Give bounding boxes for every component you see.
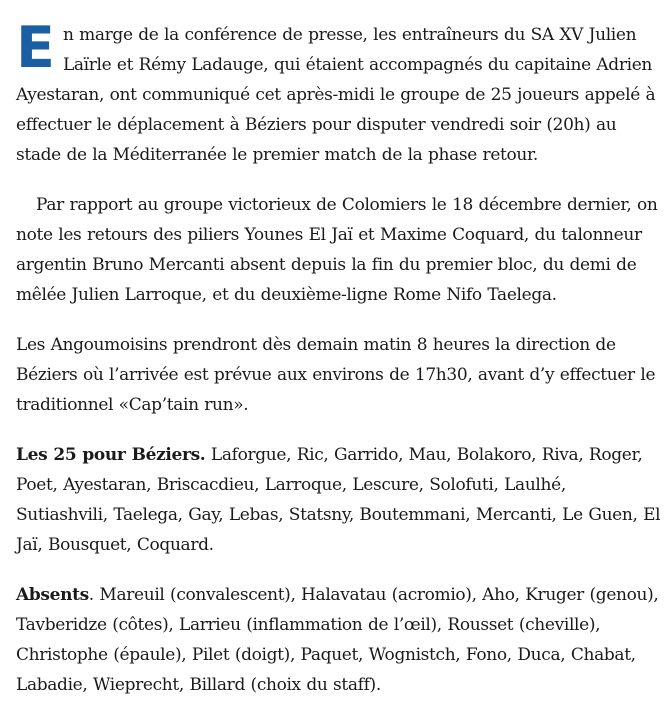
- paragraph-absents: [16, 580, 662, 700]
- drop-cap: E: [16, 15, 55, 81]
- squad-list: Laforgue, Ric, Garrido, Mau, Bolakoro, Riva, Roger, Poet, Ayestaran, Briscacdieu, Larroque, Lescure, Solofuti, Laulhé, Sutiashvili, Taelega, Gay, Lebas, Statsny, Boutemmani, Mercanti, Le Guen, El Jaï, Bousquet, Coquard.: [16, 445, 661, 555]
- absents-label: Absents: [16, 585, 89, 605]
- squad-label: Les 25 pour Béziers.: [16, 445, 206, 465]
- paragraph-travel: Les Angoumoisins prendront dès demain matin 8 heures la direction de Béziers où l’arrivée est prévue aux environs de 17h30, avant d’y effectuer le traditionnel «Cap’tain run».: [16, 335, 656, 415]
- article-body: [16, 15, 662, 720]
- paragraph-squad: [16, 440, 662, 560]
- paragraph-intro: [16, 15, 662, 170]
- absents-list: . Mareuil (convalescent), Halavatau (acromio), Aho, Kruger (genou), Tavberidze (côtes), Larrieu (inflammation de l’œil), Rousset (cheville), Christophe (épaule), Pilet (doigt), Paquet, Wognistch, Fono, Duca, Chabat, Labadie, Wieprecht, Billard (choix du staff).: [16, 585, 659, 695]
- paragraph-returns: Par rapport au groupe victorieux de Colomiers le 18 décembre dernier, on note les retours des piliers Younes El Jaï et Maxime Coquard, du talonneur argentin Bruno Mercanti absent depuis la fin du premier bloc, du demi de mêlée Julien Larroque, et du deuxième-ligne Rome Nifo Taelega.: [16, 195, 658, 305]
- paragraph-intro-text: n marge de la conférence de presse, les entraîneurs du SA XV Julien Laïrle et Rémy Ladauge, qui étaient accompagnés du capitaine Adrien Ayestaran, ont communiqué cet après-midi le groupe de 25 joueurs appelé à effectuer le déplacement à Béziers pour disputer vendredi soir (20h) au stade de la Méditerranée le premier match de la phase retour.: [16, 25, 656, 165]
